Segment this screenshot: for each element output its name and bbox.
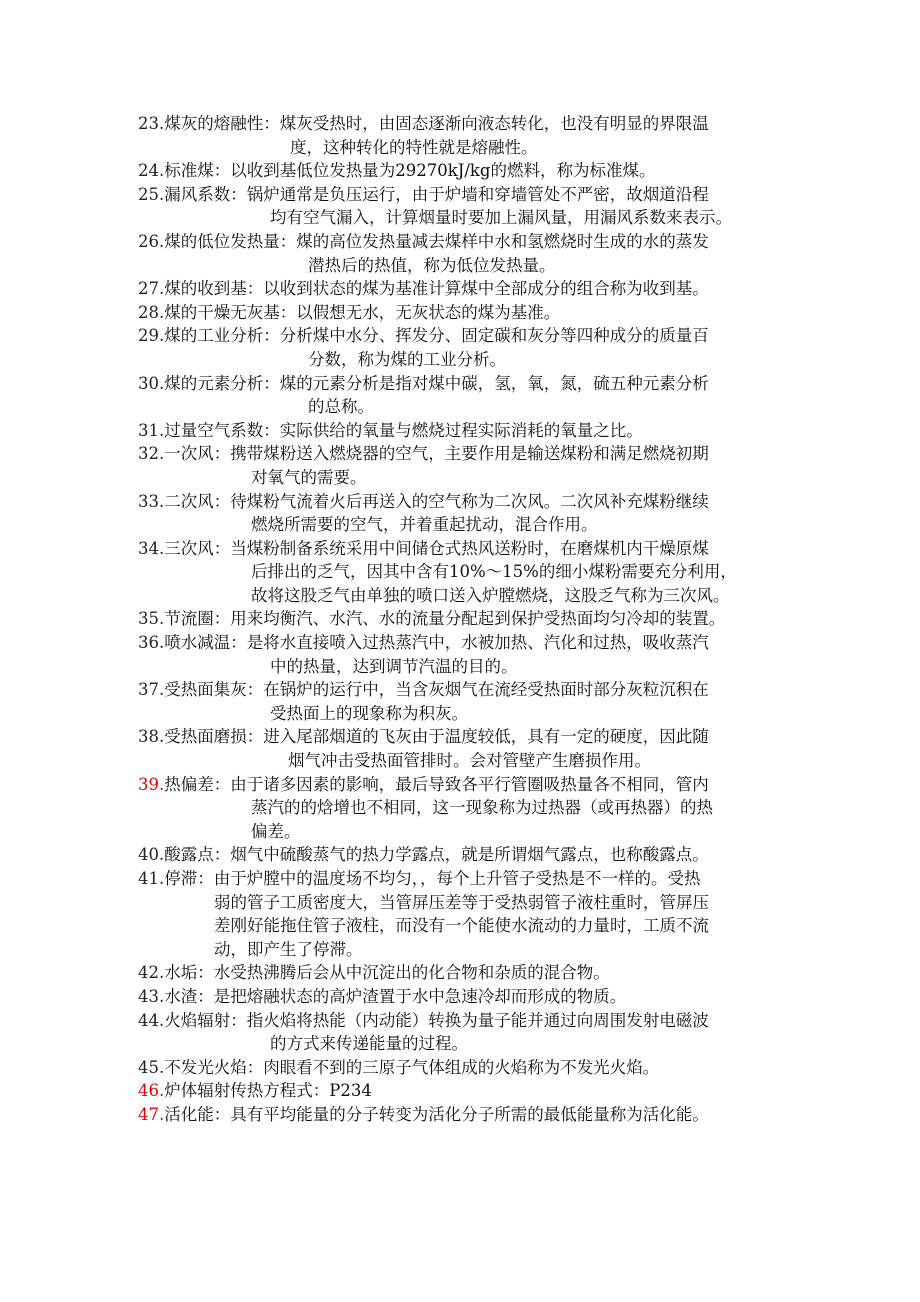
entry-number: 36. xyxy=(138,633,165,653)
entry-text: 受热面磨损：进入尾部烟道的飞灰由于温度较低，具有一定的硬度，因此随 xyxy=(164,727,709,747)
entry-number: 39. xyxy=(138,774,165,794)
entry-continuation: 中的热量，达到调节汽温的目的。 xyxy=(270,656,518,676)
entry-continuation: 故将这股乏气由单独的喷口送入炉膛燃烧，这股乏气称为三次风。 xyxy=(251,585,730,605)
entry-number: 46. xyxy=(138,1081,165,1101)
entry-number: 24. xyxy=(138,161,165,181)
entry-text: 火焰辐射：指火焰将热能（内动能）转换为量子能并通过向周围发射电磁波 xyxy=(164,1010,709,1030)
definition-entry xyxy=(138,725,788,772)
definition-entry xyxy=(138,419,788,443)
definition-entry xyxy=(138,773,788,844)
definition-list xyxy=(138,112,788,1127)
definition-entry xyxy=(138,324,788,371)
definition-entry xyxy=(138,230,788,277)
definition-entry xyxy=(138,607,788,631)
entry-number: 30. xyxy=(138,373,165,393)
entry-continuation: 受热面上的现象称为积灰。 xyxy=(270,703,468,723)
entry-text: 煤的干燥无灰基：以假想无水，无灰状态的煤为基准。 xyxy=(164,302,561,322)
entry-number: 32. xyxy=(138,444,165,464)
entry-number: 26. xyxy=(138,231,165,251)
entry-continuation: 偏差。 xyxy=(251,821,301,841)
entry-text: 标准煤：以收到基低位发热量为29270kJ/kg的燃料，称为标准煤。 xyxy=(164,161,656,181)
entry-text: 热偏差：由于诸多因素的影响，最后导致各平行管圈吸热量各不相同，管内 xyxy=(164,774,709,794)
entry-number: 40. xyxy=(138,845,165,865)
entry-number: 27. xyxy=(138,279,165,299)
entry-continuation: 蒸汽的的焓增也不相同，这一现象称为过热器（或再热器）的热 xyxy=(251,798,713,818)
entry-text: 煤灰的熔融性：煤灰受热时，由固态逐渐向液态转化，也没有明显的界限温 xyxy=(164,114,709,133)
entry-number: 42. xyxy=(138,963,165,983)
entry-continuation: 的总称。 xyxy=(308,397,374,417)
entry-continuation: 动，即产生了停滞。 xyxy=(214,939,363,959)
entry-number: 37. xyxy=(138,680,165,700)
entry-text: 煤的收到基：以收到状态的煤为基准计算煤中全部成分的组合称为收到基。 xyxy=(164,279,709,299)
entry-number: 23. xyxy=(138,114,165,133)
definition-entry xyxy=(138,442,788,489)
entry-text: 酸露点：烟气中硫酸蒸气的热力学露点，就是所谓烟气露点，也称酸露点。 xyxy=(164,845,709,865)
entry-continuation: 对氧气的需要。 xyxy=(251,467,367,487)
entry-number: 44. xyxy=(138,1010,165,1030)
entry-text: 煤的元素分析：煤的元素分析是指对煤中碳，氢，氧，氮，硫五种元素分析 xyxy=(164,373,709,393)
entry-text: 喷水减温：是将水直接喷入过热蒸汽中，水被加热、汽化和过热，吸收蒸汽 xyxy=(164,633,709,653)
definition-entry xyxy=(138,961,788,985)
definition-entry xyxy=(138,1056,788,1080)
entry-text: 受热面集灰：在锅炉的运行中，当含灰烟气在流经受热面时部分灰粒沉积在 xyxy=(164,680,709,700)
definition-entry xyxy=(138,277,788,301)
entry-text: 过量空气系数：实际供给的氧量与燃烧过程实际消耗的氧量之比。 xyxy=(164,420,643,440)
entry-continuation: 分数，称为煤的工业分析。 xyxy=(308,349,506,369)
entry-number: 31. xyxy=(138,420,165,440)
definition-entry xyxy=(138,867,788,961)
definition-entry xyxy=(138,985,788,1009)
definition-entry xyxy=(138,1079,788,1103)
entry-number: 43. xyxy=(138,986,165,1006)
entry-text: 一次风：携带煤粉送入燃烧器的空气，主要作用是输送煤粉和满足燃烧初期 xyxy=(164,444,709,464)
entry-number: 29. xyxy=(138,326,165,346)
entry-text: 煤的低位发热量：煤的高位发热量减去煤样中水和氢燃烧时生成的水的蒸发 xyxy=(164,231,709,251)
definition-entry xyxy=(138,843,788,867)
entry-number: 45. xyxy=(138,1057,165,1077)
entry-text: 炉体辐射传热方程式：P234 xyxy=(164,1081,372,1101)
definition-entry xyxy=(138,372,788,419)
entry-continuation: 燃烧所需要的空气，并着重起扰动，混合作用。 xyxy=(251,515,598,535)
entry-text: 水渣：是把熔融状态的高炉渣置于水中急速冷却而形成的物质。 xyxy=(164,986,627,1006)
definition-entry xyxy=(138,1009,788,1056)
entry-text: 漏风系数：锅炉通常是负压运行，由于炉墙和穿墙管处不严密，故烟道沿程 xyxy=(164,184,709,204)
entry-continuation: 后排出的乏气，因其中含有10%～15%的细小煤粉需要充分利用， xyxy=(251,562,737,582)
entry-continuation: 差刚好能拖住管子液柱，而没有一个能使水流动的力量时，工质不流 xyxy=(214,916,709,936)
entry-text: 停滞：由于炉膛中的温度场不均匀，，每个上升管子受热是不一样的。受热 xyxy=(164,869,701,888)
entry-text: 活化能：具有平均能量的分子转变为活化分子所需的最低能量称为活化能。 xyxy=(164,1104,709,1124)
definition-entry xyxy=(138,301,788,325)
definition-entry xyxy=(138,678,788,725)
definition-entry xyxy=(138,537,788,608)
entry-number: 33. xyxy=(138,491,165,511)
entry-continuation: 潜热后的热值，称为低位发热量。 xyxy=(308,255,556,275)
definition-entry xyxy=(138,1103,788,1127)
entry-number: 34. xyxy=(138,538,165,558)
entry-text: 节流圈：用来均衡汽、水汽、水的流量分配起到保护受热面均匀冷却的装置。 xyxy=(164,609,726,629)
entry-number: 25. xyxy=(138,184,165,204)
entry-continuation: 烟气冲击受热面管排时。会对管壁产生磨损作用。 xyxy=(288,751,651,771)
entry-text: 水垢：水受热沸腾后会从中沉淀出的化合物和杂质的混合物。 xyxy=(164,963,610,983)
entry-text: 煤的工业分析：分析煤中水分、挥发分、固定碳和灰分等四种成分的质量百 xyxy=(164,326,709,346)
entry-continuation: 的方式来传递能量的过程。 xyxy=(270,1034,468,1054)
definition-entry xyxy=(138,490,788,537)
entry-number: 41. xyxy=(138,869,165,888)
entry-continuation: 均有空气漏入，计算烟量时要加上漏风量，用漏风系数来表示。 xyxy=(270,208,732,228)
entry-number: 28. xyxy=(138,302,165,322)
entry-continuation: 弱的管子工质密度大，当管屏压差等于受热弱管子液柱重时，管屏压 xyxy=(214,892,709,912)
entry-number: 35. xyxy=(138,609,165,629)
entry-text: 三次风：当煤粉制备系统采用中间储仓式热风送粉时，在磨煤机内干燥原煤 xyxy=(164,538,709,558)
definition-entry xyxy=(138,183,788,230)
definition-entry xyxy=(138,631,788,678)
entry-number: 47. xyxy=(138,1104,165,1124)
definition-entry xyxy=(138,112,788,159)
definition-entry xyxy=(138,159,788,183)
entry-text: 二次风：待煤粉气流着火后再送入的空气称为二次风。二次风补充煤粉继续 xyxy=(164,491,709,511)
entry-continuation: 度，这种转化的特性就是熔融性。 xyxy=(290,137,538,157)
entry-text: 不发光火焰：肉眼看不到的三原子气体组成的火焰称为不发光火焰。 xyxy=(164,1057,660,1077)
entry-number: 38. xyxy=(138,727,165,747)
